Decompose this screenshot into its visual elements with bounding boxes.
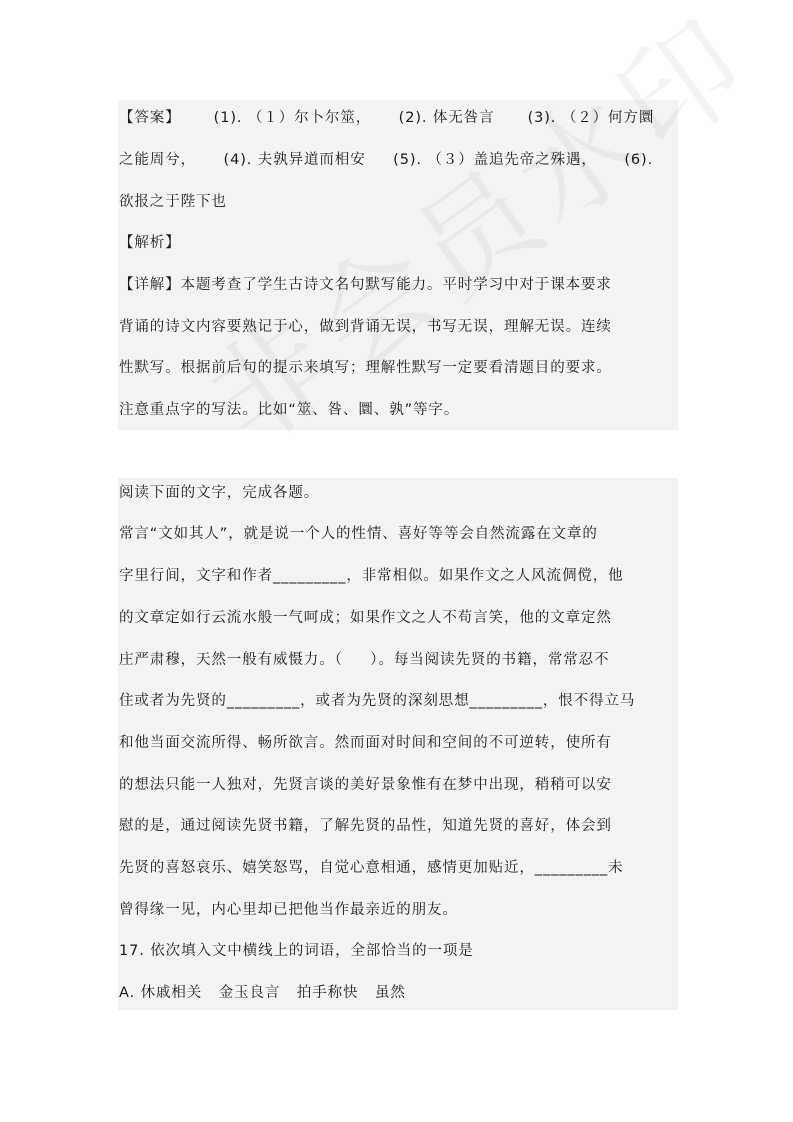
analysis-line: 背诵的诗文内容要熟记于心，做到背诵无误，书写无误，理解无误。连续	[119, 319, 612, 335]
analysis-line: 注意重点字的写法。比如“筮、咎、圜、孰”等字。	[119, 402, 460, 418]
reading-line: 曾得缘一见，内心里却已把他当作最亲近的朋友。	[119, 902, 458, 918]
reading-line: 字里行间，文字和作者_________，非常相似。如果作文之人风流倜傥，他	[119, 568, 624, 584]
question-option-a: A. 休戚相关 金玉良言 拍手称快 虽然	[119, 985, 406, 1001]
reading-line: 庄严肃穆，天然一般有威慑力。（ ）。每当阅读先贤的书籍，常常忍不	[119, 652, 610, 668]
answer-line-1: 【答案】 (1). （１）尔卜尔筮， (2). 体无咎言 (3). （２）何方圜	[119, 110, 655, 126]
reading-line: 住或者为先贤的_________，或者为先贤的深刻思想_________，恨不得立马	[119, 693, 636, 709]
analysis-line: 性默写。根据前后句的提示来填写；理解性默写一定要看清题目的要求。	[119, 360, 612, 376]
reading-line: 常言“文如其人”，就是说一个人的性情、喜好等等会自然流露在文章的	[119, 526, 598, 542]
reading-line: 的文章定如行云流水般一气呵成；如果作文之人不苟言笑，他的文章定然	[119, 610, 612, 626]
reading-intro: 阅读下面的文字，完成各题。	[119, 485, 320, 501]
reading-line: 的想法只能一人独对，先贤言谈的美好景象惟有在梦中出现，稍稍可以安	[119, 777, 612, 793]
answer-line-3: 欲报之于陛下也	[119, 194, 227, 210]
reading-line: 和他当面交流所得、畅所欲言。然而面对时间和空间的不可逆转，使所有	[119, 735, 612, 751]
analysis-line: 【详解】本题考查了学生古诗文名句默写能力。平时学习中对于课本要求	[119, 277, 612, 293]
reading-line: 慰的是，通过阅读先贤书籍，了解先贤的品性，知道先贤的喜好，体会到	[119, 818, 612, 834]
question-stem: 17. 依次填入文中横线上的词语，全部恰当的一项是	[119, 943, 474, 959]
reading-line: 先贤的喜怒哀乐、嬉笑怒骂，自觉心意相通，感情更加贴近，_________未	[119, 860, 624, 876]
answer-line-2: 之能周兮， (4). 夫孰异道而相安 (5). （３）盖追先帝之殊遇， (6).	[119, 152, 654, 168]
analysis-heading: 【解析】	[119, 235, 181, 251]
